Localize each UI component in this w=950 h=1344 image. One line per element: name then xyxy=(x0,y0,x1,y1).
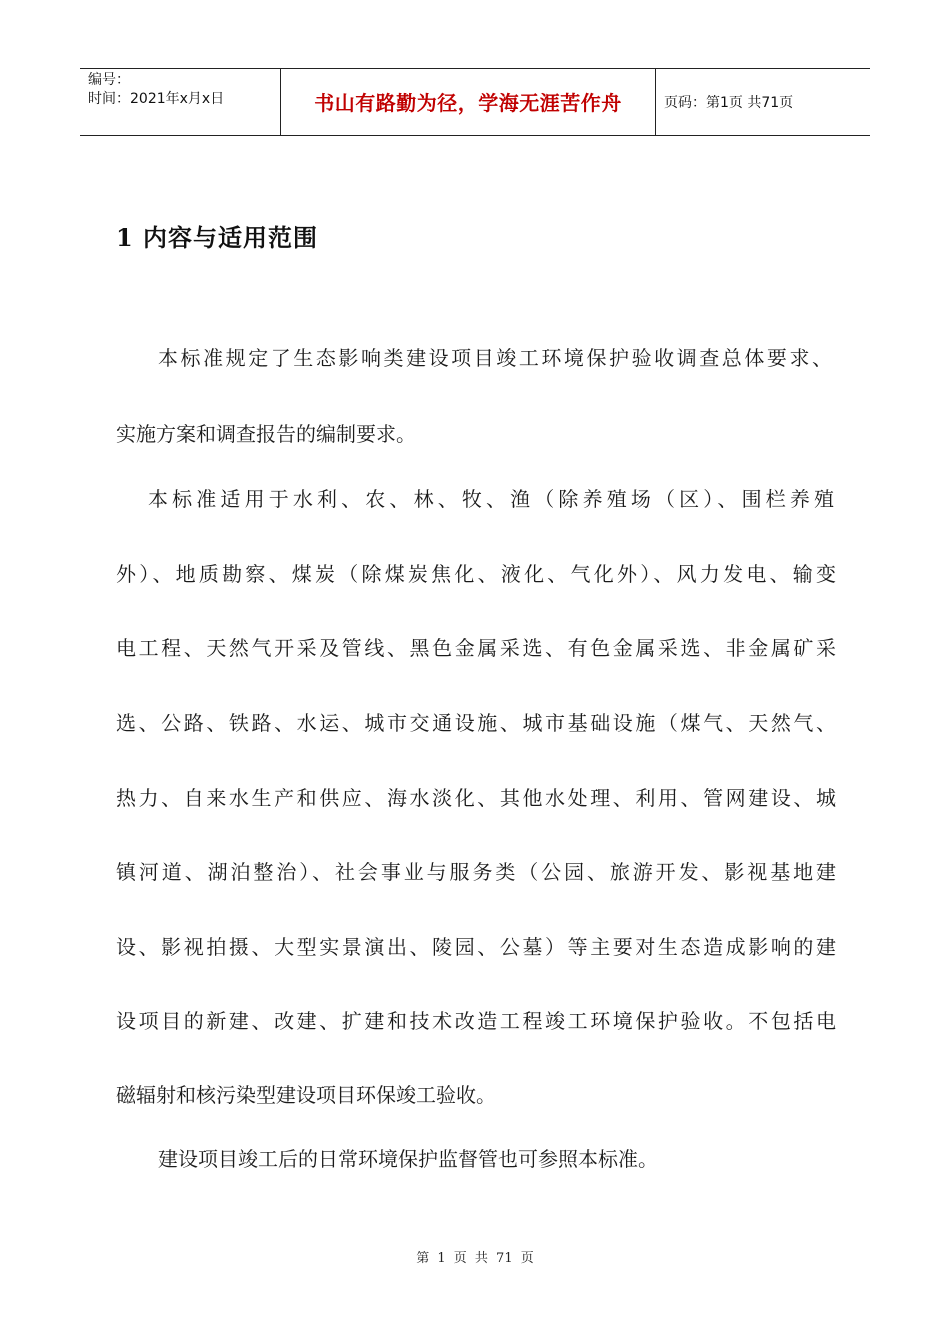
paragraph-2-line-9: 磁辐射和核污染型建设项目环保竣工验收。 xyxy=(116,1083,496,1107)
paragraph-3-line-1: 建设项目竣工后的日常环境保护监督管也可参照本标准。 xyxy=(158,1147,658,1171)
header-motto: 书山有路勤为径，学海无涯苦作舟 xyxy=(314,90,622,115)
page-footer: 第 1 页 共 71 页 xyxy=(416,1251,534,1266)
paragraph-2-line-2: 外）、地质勘察、煤炭（除煤炭焦化、液化、气化外）、风力发电、输变 xyxy=(116,562,836,586)
paragraph-2-line-3: 电工程、天然气开采及管线、黑色金属采选、有色金属采选、非金属矿采 xyxy=(116,636,836,660)
header-meta xyxy=(80,69,281,135)
paragraph-2-line-8: 设项目的新建、改建、扩建和技术改造工程竣工环境保护验收。不包括电 xyxy=(116,1009,836,1033)
header-page-code-cell xyxy=(656,69,870,135)
paragraph-2-line-6: 镇河道、湖泊整治）、社会事业与服务类（公园、旅游开发、影视基地建 xyxy=(116,860,836,884)
paragraph-2-line-4: 选、公路、铁路、水运、城市交通设施、城市基础设施（煤气、天然气、 xyxy=(116,711,836,735)
paragraph-1-line-1: 本标准规定了生态影响类建设项目竣工环境保护验收调查总体要求、 xyxy=(158,346,832,370)
paragraph-1-line-2: 实施方案和调查报告的编制要求。 xyxy=(116,422,416,446)
paragraph-2-line-1: 本标准适用于水利、农、林、牧、渔（除养殖场（区）、围栏养殖 xyxy=(148,487,834,511)
number-label: 编号： xyxy=(88,72,130,88)
header-page-code: 页码：第1页 共71页 xyxy=(664,95,794,111)
header-motto-cell xyxy=(281,69,656,135)
page-header xyxy=(80,68,870,136)
paragraph-2-line-7: 设、影视拍摄、大型实景演出、陵园、公墓）等主要对生态造成影响的建 xyxy=(116,935,836,959)
time-label: 时间：2021年x月x日 xyxy=(88,91,225,107)
paragraph-2-line-5: 热力、自来水生产和供应、海水淡化、其他水处理、利用、管网建设、城 xyxy=(116,786,836,810)
section-title: 1 内容与适用范围 xyxy=(116,223,319,252)
